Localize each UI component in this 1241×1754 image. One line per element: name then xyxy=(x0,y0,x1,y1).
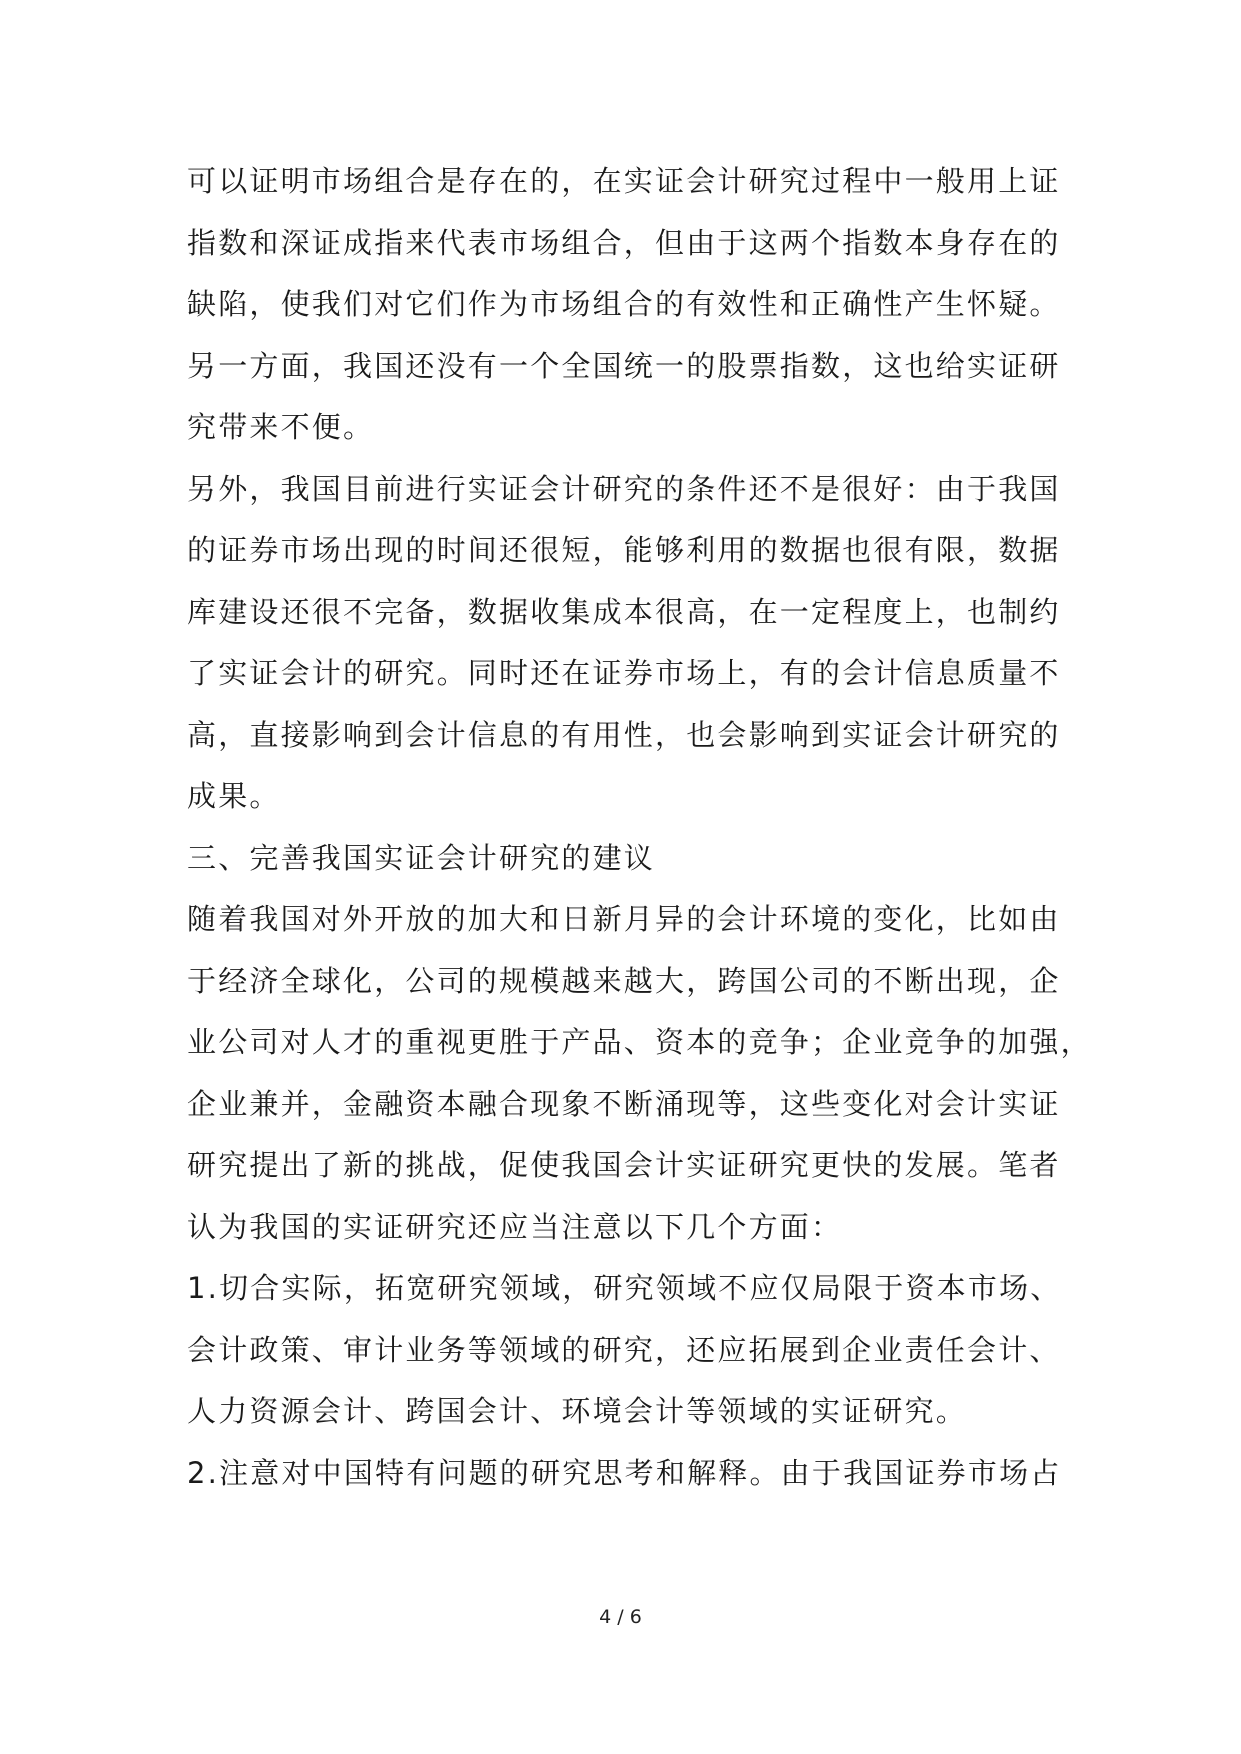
text-line: 企业兼并，金融资本融合现象不断涌现等，这些变化对会计实证 xyxy=(187,1086,1061,1121)
list-item-line: 2.注意对中国特有问题的研究思考和解释。由于我国证券市场占 xyxy=(187,1455,1062,1490)
section-heading: 三、完善我国实证会计研究的建议 xyxy=(187,840,656,875)
list-item-line: 人力资源会计、跨国会计、环境会计等领域的实证研究。 xyxy=(187,1394,968,1428)
text-line: 于经济全球化，公司的规模越来越大，跨国公司的不断出现，企 xyxy=(187,963,1061,998)
text-line: 了实证会计的研究。同时还在证券市场上，有的会计信息质量不 xyxy=(187,656,1061,690)
list-item-line: 会计政策、审计业务等领域的研究，还应拓展到企业责任会计、 xyxy=(187,1332,1061,1367)
text-line: 业公司对人才的重视更胜于产品、资本的竞争；企业竞争的加强， xyxy=(187,1025,1092,1059)
text-line: 随着我国对外开放的加大和日新月异的会计环境的变化，比如由 xyxy=(187,902,1061,936)
text-line: 指数和深证成指来代表市场组合，但由于这两个指数本身存在的 xyxy=(187,225,1061,260)
text-line: 库建设还很不完备，数据收集成本很高，在一定程度上，也制约 xyxy=(187,594,1061,629)
text-line: 的证券市场出现的时间还很短，能够利用的数据也很有限，数据 xyxy=(187,533,1061,567)
text-line: 可以证明市场组合是存在的，在实证会计研究过程中一般用上证 xyxy=(187,164,1061,198)
body-text xyxy=(187,151,1092,1504)
text-line: 另外，我国目前进行实证会计研究的条件还不是很好：由于我国 xyxy=(187,471,1061,506)
page-number: 4 / 6 xyxy=(599,1606,642,1628)
text-line: 缺陷，使我们对它们作为市场组合的有效性和正确性产生怀疑。 xyxy=(187,287,1061,321)
text-line: 高，直接影响到会计信息的有用性，也会影响到实证会计研究的 xyxy=(187,717,1061,752)
text-line: 另一方面，我国还没有一个全国统一的股票指数，这也给实证研 xyxy=(187,348,1061,383)
text-line: 成果。 xyxy=(187,779,281,813)
list-item-line: 1.切合实际，拓宽研究领域，研究领域不应仅局限于资本市场、 xyxy=(187,1271,1062,1305)
text-line: 认为我国的实证研究还应当注意以下几个方面： xyxy=(187,1209,843,1244)
text-line: 研究提出了新的挑战，促使我国会计实证研究更快的发展。笔者 xyxy=(187,1148,1061,1182)
text-line: 究带来不便。 xyxy=(187,410,375,444)
